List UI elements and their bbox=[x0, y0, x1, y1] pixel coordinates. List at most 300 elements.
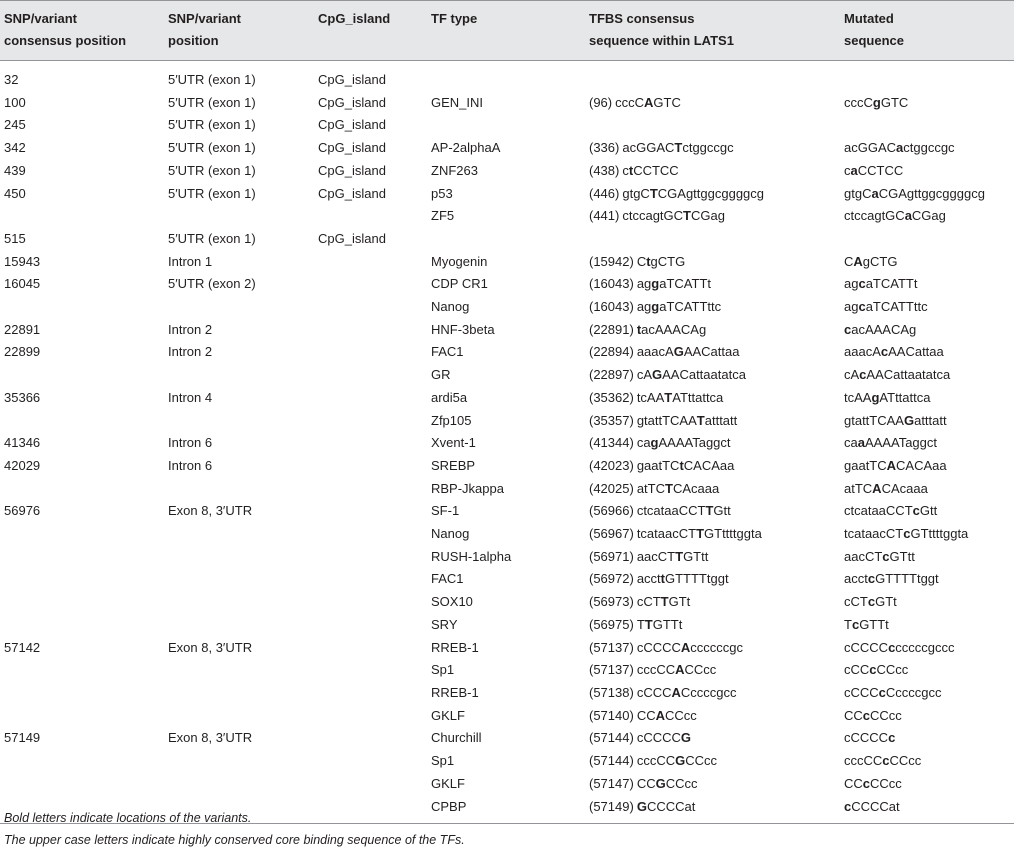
tfbs-position: (16043) bbox=[589, 299, 634, 315]
footnote-bold: Bold letters indicate locations of the variants. bbox=[4, 811, 252, 825]
cell-snp-consensus-position bbox=[0, 273, 164, 318]
cell-tf-type bbox=[427, 341, 585, 386]
tfbs-sequence bbox=[589, 251, 840, 274]
cell-snp-consensus-position bbox=[0, 387, 164, 432]
cell-tfbs-sequence bbox=[585, 500, 840, 636]
mutated-sequence bbox=[844, 591, 1014, 614]
cell-cpg-island bbox=[314, 273, 427, 318]
snp-consensus-position: 100 bbox=[4, 94, 26, 110]
cell-tf-type bbox=[427, 500, 585, 636]
sequence-part: Gtt bbox=[919, 503, 938, 519]
sequence-part: ag bbox=[636, 276, 652, 292]
snp-position: Exon 8, 3′UTR bbox=[168, 639, 253, 655]
table-row bbox=[0, 137, 1014, 160]
tfbs-position: (22897) bbox=[589, 367, 634, 383]
cell-cpg-island bbox=[314, 319, 427, 342]
sequence-part: acAAACAg bbox=[641, 321, 707, 337]
sequence-part: AAAATaggct bbox=[864, 435, 937, 451]
variant-base: G bbox=[655, 775, 666, 791]
tfbs-position: (35357) bbox=[589, 412, 634, 428]
cell-snp-consensus-position bbox=[0, 319, 164, 342]
header-line: sequence within LATS1 bbox=[589, 33, 734, 48]
tf-type: Zfp105 bbox=[431, 412, 472, 428]
variant-base: c bbox=[880, 344, 889, 360]
variant-base: c bbox=[858, 299, 866, 315]
mutated-sequence bbox=[844, 523, 1014, 546]
tfbs-sequence bbox=[589, 568, 840, 591]
variant-base: c bbox=[844, 321, 852, 337]
tf-type: Xvent-1 bbox=[431, 435, 476, 451]
cell-cpg-island bbox=[314, 160, 427, 183]
variant-base: T bbox=[649, 185, 658, 201]
sequence-part: ccccccgc bbox=[690, 639, 743, 655]
cell-mutated-sequence bbox=[840, 183, 1014, 228]
variant-base: c bbox=[888, 639, 896, 655]
mutated-sequence bbox=[844, 546, 1014, 569]
variant-base: T bbox=[675, 548, 684, 564]
sequence-part: GTtt bbox=[889, 548, 915, 564]
cell-tfbs-sequence bbox=[585, 637, 840, 728]
sequence-part: AACattaa bbox=[683, 344, 740, 360]
cpg-island: CpG_island bbox=[318, 94, 386, 110]
sequence-part: CCcc bbox=[870, 707, 902, 723]
sequence-part: aTCATTt bbox=[865, 276, 918, 292]
sequence-part: Cccccgcc bbox=[680, 684, 737, 700]
cell-mutated-sequence bbox=[840, 137, 1014, 160]
snp-consensus-position: 56976 bbox=[4, 503, 41, 519]
mutated-sequence bbox=[844, 205, 1014, 228]
tf-type: SOX10 bbox=[431, 594, 473, 610]
cell-snp-position bbox=[164, 319, 314, 342]
variant-base: c bbox=[903, 526, 911, 542]
cell-mutated-sequence bbox=[840, 251, 1014, 274]
tfbs-position: (22891) bbox=[589, 321, 634, 337]
cell-tfbs-sequence bbox=[585, 341, 840, 386]
variant-base: c bbox=[867, 594, 876, 610]
cell-tf-type bbox=[427, 319, 585, 342]
tfbs-position: (42025) bbox=[589, 480, 634, 496]
table-row bbox=[0, 319, 1014, 342]
variant-base: t bbox=[679, 457, 684, 473]
cell-cpg-island bbox=[314, 432, 427, 455]
variant-base: g bbox=[651, 276, 660, 292]
cell-tfbs-sequence bbox=[585, 137, 840, 160]
variant-base: t bbox=[628, 162, 634, 178]
tfbs-sequence bbox=[589, 455, 840, 478]
cell-tfbs-sequence bbox=[585, 114, 840, 137]
table-row bbox=[0, 183, 1014, 228]
table-row bbox=[0, 637, 1014, 728]
cell-tfbs-sequence bbox=[585, 727, 840, 823]
cell-tf-type bbox=[427, 637, 585, 728]
tfbs-position: (56972) bbox=[589, 571, 634, 587]
mutated-sequence bbox=[844, 387, 1014, 410]
tf-type: AP-2alphaA bbox=[431, 140, 501, 156]
tf-type: GKLF bbox=[431, 707, 465, 723]
header-line: TF type bbox=[431, 11, 478, 26]
sequence-part: GTTt bbox=[859, 616, 889, 632]
cell-tf-type bbox=[427, 92, 585, 115]
variant-base: T bbox=[705, 503, 714, 519]
tfbs-sequence bbox=[589, 500, 840, 523]
variant-base: c bbox=[912, 503, 920, 519]
sequence-part: CC bbox=[844, 707, 863, 723]
tfbs-position: (57147) bbox=[589, 775, 634, 791]
snp-consensus-position: 450 bbox=[4, 185, 26, 201]
snp-position: 5′UTR (exon 1) bbox=[168, 117, 256, 133]
mutated-sequence bbox=[844, 750, 1014, 773]
sequence-part: CCCCat bbox=[646, 798, 696, 814]
snp-consensus-position: 342 bbox=[4, 140, 26, 156]
tfbs-sequence bbox=[589, 478, 840, 501]
cell-snp-consensus-position bbox=[0, 92, 164, 115]
variant-base: t bbox=[646, 253, 651, 269]
table-body bbox=[0, 61, 1014, 824]
sequence-part: GTTTTtggt bbox=[665, 571, 729, 587]
tfbs-sequence bbox=[589, 387, 840, 410]
tfbs-sequence bbox=[589, 410, 840, 433]
tfbs-sequence bbox=[589, 659, 840, 682]
cell-tf-type bbox=[427, 61, 585, 92]
sequence-part: CCcc bbox=[684, 662, 717, 678]
sequence-part: cccCC bbox=[636, 662, 676, 678]
snp-position: Intron 6 bbox=[168, 457, 213, 473]
cell-snp-consensus-position bbox=[0, 251, 164, 274]
sequence-part: CCCCat bbox=[851, 798, 900, 814]
snp-consensus-position: 16045 bbox=[4, 276, 41, 292]
tf-type: p53 bbox=[431, 185, 453, 201]
cell-snp-position bbox=[164, 455, 314, 500]
table-header bbox=[0, 1, 1014, 61]
cell-cpg-island bbox=[314, 637, 427, 728]
sequence-part: c bbox=[622, 162, 629, 178]
sequence-part: ATttattca bbox=[879, 389, 931, 405]
snp-position: Intron 2 bbox=[168, 344, 213, 360]
sequence-part: acct bbox=[636, 571, 661, 587]
tf-type: FAC1 bbox=[431, 344, 464, 360]
mutated-sequence bbox=[844, 637, 1014, 660]
cell-tfbs-sequence bbox=[585, 319, 840, 342]
variant-base: A bbox=[872, 480, 882, 496]
tfbs-position: (56975) bbox=[589, 616, 634, 632]
snp-position: 5′UTR (exon 1) bbox=[168, 185, 256, 201]
cell-mutated-sequence bbox=[840, 114, 1014, 137]
cell-tfbs-sequence bbox=[585, 387, 840, 432]
snp-position: Intron 6 bbox=[168, 435, 213, 451]
cell-tfbs-sequence bbox=[585, 455, 840, 500]
tf-type: Sp1 bbox=[431, 753, 455, 769]
tf-type: ardi5a bbox=[431, 389, 468, 405]
tf-type: ZF5 bbox=[431, 208, 455, 224]
sequence-part: CGAgttggcggggcg bbox=[657, 185, 765, 201]
cpg-island: CpG_island bbox=[318, 185, 386, 201]
variant-base: c bbox=[882, 548, 890, 564]
variant-base: c bbox=[888, 730, 896, 746]
tfbs-sequence bbox=[589, 137, 840, 160]
mutated-sequence bbox=[844, 251, 1014, 274]
variant-base: c bbox=[844, 798, 852, 814]
sequence-part: ctccagtGC bbox=[622, 208, 684, 224]
variant-base: g bbox=[871, 389, 880, 405]
cell-snp-consensus-position bbox=[0, 500, 164, 636]
sequence-part: cCT bbox=[844, 594, 868, 610]
table-row bbox=[0, 341, 1014, 386]
mutated-sequence bbox=[844, 183, 1014, 206]
variant-base: G bbox=[903, 412, 915, 428]
mutated-sequence bbox=[844, 796, 1014, 819]
sequence-part: aTCATTttc bbox=[659, 299, 722, 315]
snp-consensus-position: 57142 bbox=[4, 639, 41, 655]
cell-snp-position bbox=[164, 341, 314, 386]
header-snp-consensus-position bbox=[0, 1, 164, 61]
sequence-part: CCcc bbox=[664, 707, 697, 723]
sequence-part: atTC bbox=[844, 480, 873, 496]
sequence-part: c bbox=[844, 162, 851, 178]
variant-base: A bbox=[655, 707, 665, 723]
cell-tfbs-sequence bbox=[585, 92, 840, 115]
sequence-part: cccCC bbox=[636, 753, 676, 769]
cell-tfbs-sequence bbox=[585, 228, 840, 251]
cell-cpg-island bbox=[314, 500, 427, 636]
cell-cpg-island bbox=[314, 137, 427, 160]
sequence-part: ATttattca bbox=[672, 389, 724, 405]
mutated-sequence bbox=[844, 137, 1014, 160]
variant-base: t bbox=[636, 321, 642, 337]
variant-base: T bbox=[660, 594, 669, 610]
sequence-part: tcAA bbox=[636, 389, 665, 405]
variant-base: T bbox=[683, 208, 691, 224]
header-line: Mutated bbox=[844, 11, 894, 26]
cell-tf-type bbox=[427, 114, 585, 137]
table-row bbox=[0, 160, 1014, 183]
cell-snp-consensus-position bbox=[0, 61, 164, 92]
sequence-part: AACattaa bbox=[888, 344, 944, 360]
tfbs-position: (57144) bbox=[589, 730, 634, 746]
variant-base: T bbox=[696, 526, 705, 542]
tfbs-sequence bbox=[589, 160, 840, 183]
cell-tf-type bbox=[427, 455, 585, 500]
header-snp-position bbox=[164, 1, 314, 61]
mutated-sequence bbox=[844, 160, 1014, 183]
tfbs-sequence bbox=[589, 591, 840, 614]
sequence-part: CCcc bbox=[876, 662, 909, 678]
cell-snp-position bbox=[164, 637, 314, 728]
tfbs-position: (56973) bbox=[589, 594, 634, 610]
cell-cpg-island bbox=[314, 92, 427, 115]
snp-position: 5′UTR (exon 1) bbox=[168, 162, 256, 178]
snp-consensus-position: 32 bbox=[4, 72, 19, 87]
sequence-part: cA bbox=[844, 367, 860, 383]
sequence-part: gaatTC bbox=[844, 457, 887, 473]
cpg-island: CpG_island bbox=[318, 140, 386, 156]
tf-type: SREBP bbox=[431, 457, 476, 473]
tf-type: RREB-1 bbox=[431, 639, 479, 655]
variant-base: c bbox=[851, 616, 860, 632]
mutated-sequence bbox=[844, 410, 1014, 433]
tf-type: GKLF bbox=[431, 775, 465, 791]
sequence-part: CC bbox=[636, 775, 656, 791]
sequence-part: gaatTC bbox=[636, 457, 680, 473]
sequence-part: GTtt bbox=[683, 548, 709, 564]
cell-snp-position bbox=[164, 387, 314, 432]
variant-base: A bbox=[886, 457, 897, 473]
tf-type: Nanog bbox=[431, 526, 470, 542]
snp-consensus-position: 22891 bbox=[4, 321, 41, 337]
sequence-part: ag bbox=[636, 299, 652, 315]
sequence-part: CGAgttggcggggcg bbox=[878, 185, 985, 201]
cell-cpg-island bbox=[314, 61, 427, 92]
sequence-part: CGag bbox=[911, 208, 946, 224]
cell-tf-type bbox=[427, 387, 585, 432]
snp-consensus-position: 515 bbox=[4, 230, 26, 246]
mutated-sequence bbox=[844, 659, 1014, 682]
tfbs-sequence bbox=[589, 319, 840, 342]
cell-snp-consensus-position bbox=[0, 160, 164, 183]
snp-position: 5′UTR (exon 1) bbox=[168, 94, 256, 110]
table-row bbox=[0, 228, 1014, 251]
snp-position: Exon 8, 3′UTR bbox=[168, 730, 253, 746]
sequence-part: T bbox=[636, 616, 645, 632]
sequence-part: cccC bbox=[615, 94, 645, 110]
tfbs-position: (42023) bbox=[589, 457, 634, 473]
tfbs-sequence bbox=[589, 614, 840, 637]
mutated-sequence bbox=[844, 500, 1014, 523]
variant-base: T bbox=[664, 480, 673, 496]
header-tfbs-consensus-sequence bbox=[585, 1, 840, 61]
variant-base: G bbox=[636, 798, 647, 814]
cell-snp-position bbox=[164, 61, 314, 92]
snp-position: 5′UTR (exon 1) bbox=[168, 140, 256, 156]
sequence-part: atTC bbox=[636, 480, 665, 496]
cell-snp-consensus-position bbox=[0, 455, 164, 500]
table-row bbox=[0, 455, 1014, 500]
variant-base: a bbox=[857, 435, 865, 451]
tf-type: HNF-3beta bbox=[431, 321, 495, 337]
tfbs-sequence bbox=[589, 92, 840, 115]
sequence-part: gCTG bbox=[862, 253, 898, 269]
cell-tf-type bbox=[427, 228, 585, 251]
sequence-part: gtgC bbox=[844, 185, 872, 201]
variant-base: G bbox=[680, 730, 691, 746]
cell-tf-type bbox=[427, 273, 585, 318]
variant-base: A bbox=[680, 639, 691, 655]
variant-base: A bbox=[671, 684, 681, 700]
variant-base: c bbox=[858, 276, 866, 292]
cell-mutated-sequence bbox=[840, 727, 1014, 823]
cell-snp-position bbox=[164, 228, 314, 251]
tf-type: FAC1 bbox=[431, 571, 464, 587]
sequence-part: ag bbox=[844, 276, 859, 292]
tfbs-position: (57144) bbox=[589, 753, 634, 769]
snp-consensus-position: 245 bbox=[4, 117, 26, 133]
sequence-part: GTC bbox=[653, 94, 681, 110]
sequence-part: CCcc bbox=[665, 775, 698, 791]
mutated-sequence bbox=[844, 319, 1014, 342]
cell-tf-type bbox=[427, 251, 585, 274]
variant-base: G bbox=[675, 753, 686, 769]
mutated-sequence bbox=[844, 341, 1014, 364]
sequence-part: acGGAC bbox=[622, 140, 675, 156]
cell-mutated-sequence bbox=[840, 455, 1014, 500]
sequence-part: Cccccgcc bbox=[885, 684, 942, 700]
cpg-island: CpG_island bbox=[318, 230, 386, 246]
sequence-part: aacCT bbox=[636, 548, 676, 564]
tfbs-position: (15942) bbox=[589, 253, 634, 269]
table-row bbox=[0, 273, 1014, 318]
sequence-part: CCcc bbox=[889, 753, 922, 769]
tfbs-sequence bbox=[589, 432, 840, 455]
cpg-island: CpG_island bbox=[318, 72, 386, 87]
tfbs-position: (35362) bbox=[589, 389, 634, 405]
header-tf-type bbox=[427, 1, 585, 61]
cell-snp-position bbox=[164, 160, 314, 183]
mutated-sequence bbox=[844, 92, 1014, 115]
tfbs-position: (446) bbox=[589, 185, 620, 201]
cell-tf-type bbox=[427, 183, 585, 228]
snp-position: Intron 2 bbox=[168, 321, 213, 337]
tfbs-sequence bbox=[589, 727, 840, 750]
mutated-sequence bbox=[844, 432, 1014, 455]
snp-consensus-position: 22899 bbox=[4, 344, 41, 360]
mutated-sequence bbox=[844, 478, 1014, 501]
tfbs-position: (57140) bbox=[589, 707, 634, 723]
variant-base: T bbox=[696, 412, 705, 428]
variant-base: c bbox=[882, 753, 890, 769]
mutated-sequence bbox=[844, 614, 1014, 637]
tf-type: Nanog bbox=[431, 299, 470, 315]
cell-tfbs-sequence bbox=[585, 432, 840, 455]
tf-type: ZNF263 bbox=[431, 162, 478, 178]
sequence-part: Gtt bbox=[713, 503, 731, 519]
cell-snp-position bbox=[164, 92, 314, 115]
tfbs-sequence bbox=[589, 341, 840, 364]
snp-consensus-position: 35366 bbox=[4, 389, 41, 405]
cell-tf-type bbox=[427, 160, 585, 183]
table-row bbox=[0, 500, 1014, 636]
cell-snp-position bbox=[164, 251, 314, 274]
snp-consensus-position: 15943 bbox=[4, 253, 41, 269]
tf-type: GR bbox=[431, 367, 451, 383]
cell-cpg-island bbox=[314, 387, 427, 432]
tfbs-position: (41344) bbox=[589, 435, 634, 451]
table-row bbox=[0, 114, 1014, 137]
tfbs-position: (56971) bbox=[589, 548, 634, 564]
sequence-part: AAAATaggct bbox=[658, 435, 731, 451]
sequence-part: CAcaaa bbox=[881, 480, 928, 496]
variant-base: G bbox=[673, 344, 684, 360]
tf-type: CPBP bbox=[431, 798, 467, 814]
cell-snp-position bbox=[164, 500, 314, 636]
tfbs-position: (56967) bbox=[589, 526, 634, 542]
tfbs-sequence bbox=[589, 296, 840, 319]
header-line: sequence bbox=[844, 33, 904, 48]
tfbs-sequence bbox=[589, 750, 840, 773]
mutated-sequence bbox=[844, 705, 1014, 728]
variant-base: c bbox=[859, 367, 867, 383]
sequence-part: CGag bbox=[691, 208, 725, 224]
sequence-part: cCCCC bbox=[636, 639, 681, 655]
header-mutated-sequence bbox=[840, 1, 1014, 61]
sequence-part: AACattaatatca bbox=[662, 367, 746, 383]
variant-base: g bbox=[651, 299, 660, 315]
variant-base: A bbox=[853, 253, 863, 269]
sequence-part: CACAaa bbox=[896, 457, 947, 473]
tfbs-position: (441) bbox=[589, 208, 620, 224]
header-line: SNP/variant bbox=[4, 11, 77, 26]
cell-mutated-sequence bbox=[840, 637, 1014, 728]
variant-base: g bbox=[872, 94, 881, 110]
tfbs-sequence bbox=[589, 183, 840, 206]
